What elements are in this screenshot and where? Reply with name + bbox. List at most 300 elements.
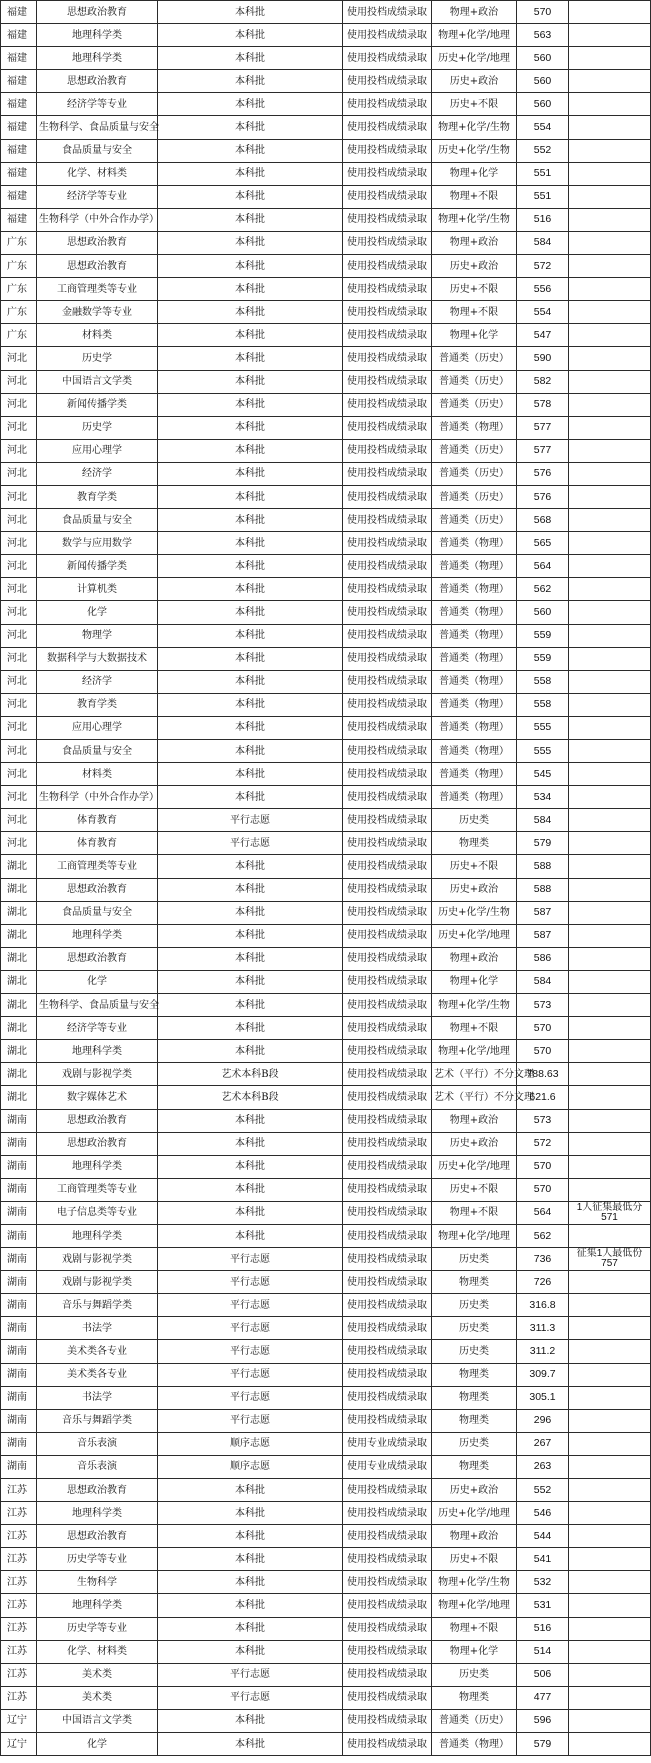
table-row	[1, 1132, 651, 1155]
province-cell: 福建	[1, 185, 37, 208]
admission-method-cell: 使用投档成绩录取	[343, 370, 432, 393]
table-row	[1, 601, 651, 624]
province-cell: 河北	[1, 370, 37, 393]
major-cell: 新闻传播学类	[37, 555, 158, 578]
batch-cell: 本科批	[158, 1525, 343, 1548]
admission-method-cell: 使用投档成绩录取	[343, 1340, 432, 1363]
batch-cell: 本科批	[158, 1017, 343, 1040]
province-cell: 湖北	[1, 1063, 37, 1086]
min-score-cell: 541	[517, 1548, 569, 1571]
note-cell	[569, 255, 651, 278]
batch-cell: 本科批	[158, 185, 343, 208]
major-cell: 美术类各专业	[37, 1363, 158, 1386]
province-cell: 河北	[1, 509, 37, 532]
admission-method-cell: 使用投档成绩录取	[343, 924, 432, 947]
note-cell	[569, 70, 651, 93]
min-score-cell: 587	[517, 901, 569, 924]
admission-method-cell: 使用投档成绩录取	[343, 255, 432, 278]
batch-cell: 顺序志愿	[158, 1455, 343, 1478]
major-cell: 戏剧与影视学类	[37, 1248, 158, 1271]
table-row	[1, 578, 651, 601]
table-row	[1, 532, 651, 555]
major-cell: 体育教育	[37, 809, 158, 832]
subject-requirement-cell: 物理+不限	[432, 185, 517, 208]
note-cell	[569, 970, 651, 993]
table-row	[1, 439, 651, 462]
province-cell: 河北	[1, 555, 37, 578]
admission-method-cell: 使用投档成绩录取	[343, 162, 432, 185]
admission-method-cell: 使用投档成绩录取	[343, 1017, 432, 1040]
admission-method-cell: 使用专业成绩录取	[343, 1432, 432, 1455]
min-score-cell: 534	[517, 786, 569, 809]
batch-cell: 本科批	[158, 347, 343, 370]
table-row	[1, 555, 651, 578]
admission-method-cell: 使用投档成绩录取	[343, 416, 432, 439]
admission-method-cell: 使用投档成绩录取	[343, 139, 432, 162]
min-score-cell: 588	[517, 878, 569, 901]
note-cell	[569, 1409, 651, 1432]
subject-requirement-cell: 历史类	[432, 1294, 517, 1317]
subject-requirement-cell: 物理类	[432, 832, 517, 855]
province-cell: 广东	[1, 231, 37, 254]
subject-requirement-cell: 历史+化学/地理	[432, 924, 517, 947]
table-row	[1, 1109, 651, 1132]
batch-cell: 平行志愿	[158, 1386, 343, 1409]
major-cell: 地理科学类	[37, 1224, 158, 1247]
subject-requirement-cell: 物理+化学/生物	[432, 994, 517, 1017]
admission-method-cell: 使用投档成绩录取	[343, 116, 432, 139]
province-cell: 河北	[1, 809, 37, 832]
admission-method-cell: 使用投档成绩录取	[343, 1363, 432, 1386]
admission-method-cell: 使用投档成绩录取	[343, 1271, 432, 1294]
table-row	[1, 994, 651, 1017]
table-row	[1, 716, 651, 739]
province-cell: 湖南	[1, 1155, 37, 1178]
note-cell	[569, 1224, 651, 1247]
table-row	[1, 786, 651, 809]
major-cell: 教育学类	[37, 693, 158, 716]
batch-cell: 本科批	[158, 1709, 343, 1732]
province-cell: 湖南	[1, 1178, 37, 1201]
note-cell	[569, 116, 651, 139]
min-score-cell: 560	[517, 601, 569, 624]
major-cell: 教育学类	[37, 485, 158, 508]
min-score-cell: 558	[517, 670, 569, 693]
min-score-cell: 584	[517, 970, 569, 993]
major-cell: 中国语言文学类	[37, 1709, 158, 1732]
subject-requirement-cell: 物理+化学	[432, 970, 517, 993]
table-row	[1, 162, 651, 185]
subject-requirement-cell: 历史+政治	[432, 1132, 517, 1155]
admission-method-cell: 使用投档成绩录取	[343, 1109, 432, 1132]
table-row	[1, 462, 651, 485]
major-cell: 地理科学类	[37, 1502, 158, 1525]
min-score-cell: 578	[517, 393, 569, 416]
table-row	[1, 1548, 651, 1571]
major-cell: 音乐与舞蹈学类	[37, 1294, 158, 1317]
batch-cell: 本科批	[158, 786, 343, 809]
province-cell: 广东	[1, 255, 37, 278]
admission-method-cell: 使用投档成绩录取	[343, 947, 432, 970]
major-cell: 美术类	[37, 1686, 158, 1709]
admission-method-cell: 使用投档成绩录取	[343, 1132, 432, 1155]
province-cell: 江苏	[1, 1686, 37, 1709]
note-cell	[569, 370, 651, 393]
min-score-cell: 572	[517, 1132, 569, 1155]
table-row	[1, 278, 651, 301]
min-score-cell: 547	[517, 324, 569, 347]
admission-method-cell: 使用投档成绩录取	[343, 601, 432, 624]
note-cell: 征集1人最低份757	[569, 1248, 651, 1271]
table-row	[1, 947, 651, 970]
min-score-cell: 588	[517, 855, 569, 878]
major-cell: 思想政治教育	[37, 231, 158, 254]
batch-cell: 本科批	[158, 1479, 343, 1502]
min-score-cell: 532	[517, 1571, 569, 1594]
table-row	[1, 1733, 651, 1756]
major-cell: 历史学	[37, 347, 158, 370]
batch-cell: 本科批	[158, 1571, 343, 1594]
min-score-cell: 570	[517, 1155, 569, 1178]
note-cell	[569, 1294, 651, 1317]
province-cell: 福建	[1, 116, 37, 139]
min-score-cell: 263	[517, 1455, 569, 1478]
batch-cell: 本科批	[158, 970, 343, 993]
batch-cell: 本科批	[158, 416, 343, 439]
subject-requirement-cell: 普通类（物理）	[432, 532, 517, 555]
major-cell: 数学与应用数学	[37, 532, 158, 555]
province-cell: 辽宁	[1, 1733, 37, 1756]
subject-requirement-cell: 物理+政治	[432, 1525, 517, 1548]
province-cell: 江苏	[1, 1640, 37, 1663]
province-cell: 河北	[1, 416, 37, 439]
batch-cell: 本科批	[158, 24, 343, 47]
major-cell: 思想政治教育	[37, 1109, 158, 1132]
note-cell: 1人征集最低分571	[569, 1201, 651, 1224]
batch-cell: 平行志愿	[158, 1317, 343, 1340]
admission-method-cell: 使用投档成绩录取	[343, 1525, 432, 1548]
province-cell: 福建	[1, 70, 37, 93]
note-cell	[569, 509, 651, 532]
province-cell: 湖北	[1, 970, 37, 993]
batch-cell: 本科批	[158, 901, 343, 924]
batch-cell: 本科批	[158, 162, 343, 185]
major-cell: 经济学等专业	[37, 185, 158, 208]
major-cell: 应用心理学	[37, 716, 158, 739]
note-cell	[569, 324, 651, 347]
admission-method-cell: 使用投档成绩录取	[343, 1663, 432, 1686]
batch-cell: 平行志愿	[158, 1248, 343, 1271]
note-cell	[569, 1363, 651, 1386]
min-score-cell: 514	[517, 1640, 569, 1663]
table-row	[1, 832, 651, 855]
note-cell	[569, 1548, 651, 1571]
admission-method-cell: 使用投档成绩录取	[343, 740, 432, 763]
table-row	[1, 1086, 651, 1109]
min-score-cell: 562	[517, 578, 569, 601]
admission-method-cell: 使用投档成绩录取	[343, 855, 432, 878]
table-row	[1, 301, 651, 324]
admission-method-cell: 使用投档成绩录取	[343, 1386, 432, 1409]
province-cell: 湖北	[1, 994, 37, 1017]
table-row	[1, 670, 651, 693]
major-cell: 食品质量与安全	[37, 740, 158, 763]
subject-requirement-cell: 普通类（物理）	[432, 716, 517, 739]
province-cell: 湖南	[1, 1224, 37, 1247]
subject-requirement-cell: 普通类（历史）	[432, 370, 517, 393]
subject-requirement-cell: 历史类	[432, 1663, 517, 1686]
table-row	[1, 1317, 651, 1340]
note-cell	[569, 878, 651, 901]
batch-cell: 本科批	[158, 231, 343, 254]
note-cell	[569, 994, 651, 1017]
min-score-cell: 296	[517, 1409, 569, 1432]
note-cell	[569, 1155, 651, 1178]
table-row	[1, 509, 651, 532]
table-row	[1, 1294, 651, 1317]
admission-method-cell: 使用投档成绩录取	[343, 716, 432, 739]
min-score-cell: 564	[517, 1201, 569, 1224]
batch-cell: 本科批	[158, 1132, 343, 1155]
subject-requirement-cell: 普通类（历史）	[432, 393, 517, 416]
min-score-cell: 558	[517, 693, 569, 716]
batch-cell: 平行志愿	[158, 1340, 343, 1363]
admission-method-cell: 使用投档成绩录取	[343, 93, 432, 116]
admission-method-cell: 使用投档成绩录取	[343, 1617, 432, 1640]
batch-cell: 本科批	[158, 601, 343, 624]
major-cell: 新闻传播学类	[37, 393, 158, 416]
min-score-cell: 577	[517, 416, 569, 439]
table-row	[1, 924, 651, 947]
province-cell: 江苏	[1, 1548, 37, 1571]
subject-requirement-cell: 物理类	[432, 1386, 517, 1409]
note-cell	[569, 763, 651, 786]
min-score-cell: 267	[517, 1432, 569, 1455]
batch-cell: 本科批	[158, 70, 343, 93]
province-cell: 河北	[1, 786, 37, 809]
subject-requirement-cell: 历史+化学/生物	[432, 139, 517, 162]
admission-method-cell: 使用投档成绩录取	[343, 1317, 432, 1340]
note-cell	[569, 1109, 651, 1132]
major-cell: 思想政治教育	[37, 878, 158, 901]
province-cell: 江苏	[1, 1479, 37, 1502]
province-cell: 河北	[1, 670, 37, 693]
table-row	[1, 70, 651, 93]
note-cell	[569, 1686, 651, 1709]
table-row	[1, 647, 651, 670]
admission-method-cell: 使用投档成绩录取	[343, 693, 432, 716]
province-cell: 河北	[1, 832, 37, 855]
admission-method-cell: 使用投档成绩录取	[343, 1548, 432, 1571]
subject-requirement-cell: 物理+政治	[432, 947, 517, 970]
admission-method-cell: 使用投档成绩录取	[343, 24, 432, 47]
table-row	[1, 47, 651, 70]
table-row	[1, 347, 651, 370]
province-cell: 河北	[1, 485, 37, 508]
batch-cell: 本科批	[158, 947, 343, 970]
major-cell: 地理科学类	[37, 1040, 158, 1063]
subject-requirement-cell: 物理类	[432, 1686, 517, 1709]
min-score-cell: 573	[517, 994, 569, 1017]
admission-method-cell: 使用投档成绩录取	[343, 786, 432, 809]
min-score-cell: 559	[517, 624, 569, 647]
province-cell: 福建	[1, 93, 37, 116]
min-score-cell: 577	[517, 439, 569, 462]
min-score-cell: 584	[517, 231, 569, 254]
admission-method-cell: 使用投档成绩录取	[343, 832, 432, 855]
admission-method-cell: 使用投档成绩录取	[343, 1502, 432, 1525]
note-cell	[569, 1640, 651, 1663]
table-row	[1, 1248, 651, 1271]
batch-cell: 本科批	[158, 439, 343, 462]
min-score-cell: 545	[517, 763, 569, 786]
province-cell: 湖北	[1, 1040, 37, 1063]
major-cell: 食品质量与安全	[37, 139, 158, 162]
min-score-cell: 562	[517, 1224, 569, 1247]
note-cell	[569, 693, 651, 716]
province-cell: 江苏	[1, 1617, 37, 1640]
province-cell: 湖北	[1, 901, 37, 924]
batch-cell: 顺序志愿	[158, 1432, 343, 1455]
subject-requirement-cell: 普通类（物理）	[432, 555, 517, 578]
note-cell	[569, 1317, 651, 1340]
subject-requirement-cell: 历史+化学/地理	[432, 47, 517, 70]
table-row	[1, 1663, 651, 1686]
subject-requirement-cell: 历史+化学/生物	[432, 901, 517, 924]
province-cell: 湖南	[1, 1432, 37, 1455]
batch-cell: 本科批	[158, 47, 343, 70]
batch-cell: 本科批	[158, 370, 343, 393]
min-score-cell: 570	[517, 1040, 569, 1063]
major-cell: 思想政治教育	[37, 70, 158, 93]
major-cell: 书法学	[37, 1386, 158, 1409]
table-row	[1, 1, 651, 24]
note-cell	[569, 1594, 651, 1617]
min-score-cell: 554	[517, 301, 569, 324]
min-score-cell: 564	[517, 555, 569, 578]
province-cell: 福建	[1, 208, 37, 231]
batch-cell: 本科批	[158, 324, 343, 347]
major-cell: 应用心理学	[37, 439, 158, 462]
min-score-cell: 516	[517, 1617, 569, 1640]
note-cell	[569, 1502, 651, 1525]
subject-requirement-cell: 艺术（平行）不分文理	[432, 1063, 517, 1086]
province-cell: 湖北	[1, 1086, 37, 1109]
admission-method-cell: 使用投档成绩录取	[343, 994, 432, 1017]
major-cell: 美术类	[37, 1663, 158, 1686]
admission-method-cell: 使用投档成绩录取	[343, 763, 432, 786]
batch-cell: 本科批	[158, 693, 343, 716]
min-score-cell: 788.63	[517, 1063, 569, 1086]
province-cell: 湖南	[1, 1386, 37, 1409]
note-cell	[569, 185, 651, 208]
min-score-cell: 560	[517, 47, 569, 70]
province-cell: 河北	[1, 601, 37, 624]
note-cell	[569, 93, 651, 116]
major-cell: 书法学	[37, 1317, 158, 1340]
province-cell: 江苏	[1, 1502, 37, 1525]
table-row	[1, 855, 651, 878]
admission-method-cell: 使用投档成绩录取	[343, 1709, 432, 1732]
batch-cell: 本科批	[158, 278, 343, 301]
major-cell: 数字媒体艺术	[37, 1086, 158, 1109]
min-score-cell: 570	[517, 1178, 569, 1201]
province-cell: 河北	[1, 716, 37, 739]
province-cell: 河北	[1, 647, 37, 670]
note-cell	[569, 601, 651, 624]
subject-requirement-cell: 物理+政治	[432, 231, 517, 254]
subject-requirement-cell: 艺术（平行）不分文理	[432, 1086, 517, 1109]
province-cell: 江苏	[1, 1525, 37, 1548]
note-cell	[569, 1386, 651, 1409]
major-cell: 化学	[37, 601, 158, 624]
batch-cell: 本科批	[158, 255, 343, 278]
major-cell: 思想政治教育	[37, 1479, 158, 1502]
subject-requirement-cell: 物理+化学/地理	[432, 1040, 517, 1063]
province-cell: 湖北	[1, 924, 37, 947]
note-cell	[569, 462, 651, 485]
major-cell: 美术类各专业	[37, 1340, 158, 1363]
province-cell: 湖北	[1, 878, 37, 901]
batch-cell: 平行志愿	[158, 1686, 343, 1709]
admission-method-cell: 使用投档成绩录取	[343, 347, 432, 370]
batch-cell: 本科批	[158, 1548, 343, 1571]
min-score-cell: 570	[517, 1017, 569, 1040]
admission-method-cell: 使用投档成绩录取	[343, 278, 432, 301]
province-cell: 河北	[1, 393, 37, 416]
min-score-cell: 565	[517, 532, 569, 555]
major-cell: 经济学	[37, 670, 158, 693]
admission-method-cell: 使用投档成绩录取	[343, 462, 432, 485]
major-cell: 音乐与舞蹈学类	[37, 1409, 158, 1432]
major-cell: 思想政治教育	[37, 1525, 158, 1548]
admission-method-cell: 使用投档成绩录取	[343, 70, 432, 93]
note-cell	[569, 1571, 651, 1594]
note-cell	[569, 301, 651, 324]
min-score-cell: 560	[517, 70, 569, 93]
subject-requirement-cell: 历史类	[432, 1248, 517, 1271]
table-row	[1, 1040, 651, 1063]
min-score-cell: 305.1	[517, 1386, 569, 1409]
batch-cell: 平行志愿	[158, 1409, 343, 1432]
admission-method-cell: 使用投档成绩录取	[343, 901, 432, 924]
table-row	[1, 370, 651, 393]
province-cell: 江苏	[1, 1594, 37, 1617]
note-cell	[569, 947, 651, 970]
major-cell: 化学、材料类	[37, 162, 158, 185]
table-row	[1, 1502, 651, 1525]
batch-cell: 本科批	[158, 1109, 343, 1132]
subject-requirement-cell: 历史+不限	[432, 93, 517, 116]
min-score-cell: 726	[517, 1271, 569, 1294]
min-score-cell: 311.3	[517, 1317, 569, 1340]
subject-requirement-cell: 历史+不限	[432, 278, 517, 301]
batch-cell: 本科批	[158, 139, 343, 162]
province-cell: 福建	[1, 162, 37, 185]
table-row	[1, 1271, 651, 1294]
subject-requirement-cell: 物理+化学/地理	[432, 1224, 517, 1247]
admission-method-cell: 使用投档成绩录取	[343, 439, 432, 462]
province-cell: 湖北	[1, 1017, 37, 1040]
province-cell: 河北	[1, 693, 37, 716]
table-row	[1, 255, 651, 278]
major-cell: 历史学	[37, 416, 158, 439]
admission-method-cell: 使用投档成绩录取	[343, 1571, 432, 1594]
note-cell	[569, 1617, 651, 1640]
min-score-cell: 531	[517, 1594, 569, 1617]
admission-method-cell: 使用投档成绩录取	[343, 1201, 432, 1224]
table-row	[1, 1409, 651, 1432]
